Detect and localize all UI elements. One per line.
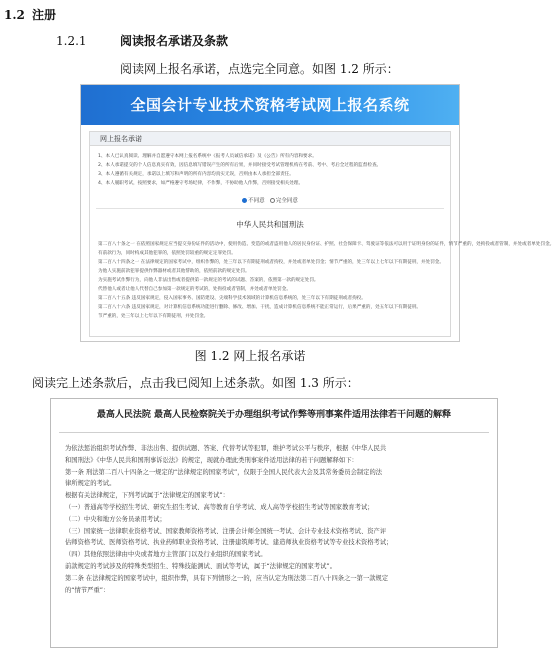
section-heading: [4, 6, 56, 23]
radio-unselected-icon[interactable]: [270, 198, 275, 203]
law-line: 代替他人或者让他人代替自己参加第一款规定的考试的，处拘役或者管制，并处或者单处罚金。: [98, 287, 291, 292]
interpretation-line: 第二条 在法律规定的国家考试中，组织作弊，具有下列情形之一的，应当认定为刑法第二百八十四条之一第一款规定: [65, 574, 389, 582]
commitment-panel: [89, 131, 554, 337]
law-line: 第二百八十六条 违反国家规定，对计算机信息系统功能进行删除、修改、增加、干扰，造成计算机信息系统不能正常运行，后果严重的，处五年以下有期徒刑。: [98, 305, 422, 310]
law-line: 第二百八十条之一 在依照国家规定应当提交身份证件的活动中，使用伪造、变造的或者盗用他人的居民身份证、护照、社会保障卡、驾驶证等依法可以用于证明身份的证件，情节严重的，处拘役或者管制，并处或者单处罚金。: [98, 242, 554, 247]
interpretation-line: （三）国家统一法律职业资格考试、国家教师资格考试、注册会计师全国统一考试、会计专业技术资格考试、资产评: [65, 527, 387, 535]
interpretation-line: 为依法惩治组织考试作弊、非法出售、提供试题、答案、代替考试等犯罪，维护考试公平与秩序，根据《中华人民共: [65, 445, 387, 452]
figure-1-2-caption: 图 1.2 网上报名承诺: [194, 349, 306, 363]
interpretation-line: 律所规定的考试。: [65, 480, 116, 488]
agree-label: 完全同意: [275, 198, 298, 204]
agree-option[interactable]: [270, 198, 298, 204]
commitment-list: [90, 146, 450, 188]
interpretation-line: 和国刑法》《中华人民共和国刑事诉讼法》的规定，现就办理此类刑事案件适用法律的若干问题解释如下：: [65, 456, 358, 464]
interpretation-body: [51, 443, 497, 596]
disagree-option[interactable]: [242, 198, 265, 204]
criminal-law-text: [90, 240, 554, 321]
interpretation-line: 根据有关法律规定，下列考试属于“法律规定的国家考试”：: [65, 492, 229, 500]
agreement-options: [90, 196, 450, 204]
subsection-number: 1.2.1: [56, 34, 87, 48]
divider: [59, 432, 489, 433]
law-line: 第二百八十五条 违反国家规定，侵入国家事务、国防建设、尖端科学技术领域的计算机信息系统的，处三年以下有期徒刑或者拘役。: [98, 296, 366, 301]
subsection-title: 阅读报名承诺及条款: [120, 34, 229, 48]
followup-paragraph: 阅读完上述条款后，点击我已阅知上述条款。如图 1.3 所示：: [32, 376, 359, 390]
interpretation-line: （二）中央和地方公务员录用考试；: [65, 515, 166, 523]
commitment-panel-title: 网上报名承诺: [90, 132, 450, 146]
criminal-law-title: 中华人民共和国刑法: [236, 220, 304, 229]
section-title: 注册: [32, 8, 57, 22]
subsection-heading: [56, 32, 228, 49]
law-line: 节严重的，处三年以上七年以下有期徒刑，并处罚金。: [98, 314, 209, 319]
law-line: 为他人实施前款犯罪提供作弊器材或者其他帮助的，依照前款的规定处罚。: [98, 269, 250, 274]
section-number: 1.2: [4, 8, 25, 22]
commitment-line: 1、本人已认真阅读、理解并自愿遵守本网上报名系统中《报考人员诚信承诺》及《公告》所有内容和要求。: [98, 154, 317, 159]
interpretation-line: 前款规定的考试涉及的特殊类型招生、特殊技能测试、面试等考试，属于“法律规定的国家考试”。: [65, 562, 336, 570]
radio-selected-icon[interactable]: [242, 198, 247, 203]
interpretation-line: （一）普通高等学校招生考试、研究生招生考试、高等教育自学考试、成人高等学校招生考试等国家教育考试；: [65, 503, 374, 511]
figure-registration-commitment: [80, 84, 554, 342]
interpretation-line: 估师资格考试、医师资格考试、执业药师职业资格考试、注册建筑师考试、建造师执业资格考试等专业技术资格考试；: [65, 539, 393, 547]
interpretation-line: 第一条 刑法第二百八十四条之一规定的“法律规定的国家考试”，仅限于全国人民代表大会及其常务委员会制定的法: [65, 468, 383, 476]
interpretation-title: 最高人民法院 最高人民检察院关于办理组织考试作弊等刑事案件适用法律若干问题的解释: [96, 410, 452, 420]
law-line: 为实施考试作弊行为，向他人非法出售或者提供第一款规定的考试的试题、答案的，依照第一款的规定处罚。: [98, 278, 319, 283]
figure-judicial-interpretation: [50, 398, 498, 648]
commitment-line: 2、本人承诺提交的个人信息真实有效，因信息填写错误产生的所有后果，并同时接受考试管理机构在考前、考中、考后全过程的监督检查。: [98, 163, 382, 168]
registration-system-banner: 全国会计专业技术资格考试网上报名系统: [81, 85, 459, 125]
disagree-label: 不同意: [248, 198, 265, 204]
law-line: 有前款行为，同时构成其他犯罪的，依照处罚较重的规定定罪处罚。: [98, 251, 236, 256]
intro-paragraph: 阅读网上报名承诺，点选完全同意。如图 1.2 所示：: [120, 62, 399, 76]
interpretation-line: （四）其他依照法律由中央或者地方主管部门以及行业组织的国家考试。: [65, 551, 267, 559]
law-line: 第二百八十四条之一 在法律规定的国家考试中，组织作弊的，处三年以下有期徒刑或者拘役，并处或者单处罚金；情节严重的，处三年以上七年以下有期徒刑，并处罚金。: [98, 260, 444, 265]
divider: [96, 208, 444, 209]
commitment-line: 4、本人履职考试，按照要求，如严格遵守考场纪律，不作弊，不协助他人作弊，否则接受相关处理。: [98, 181, 304, 186]
commitment-line: 3、本人遵循有关规定，承诺以上填写和声明的所有内容均真实无误，否则由本人承担全部责任。: [98, 172, 294, 177]
interpretation-line: 的“情节严重”：: [65, 586, 110, 594]
